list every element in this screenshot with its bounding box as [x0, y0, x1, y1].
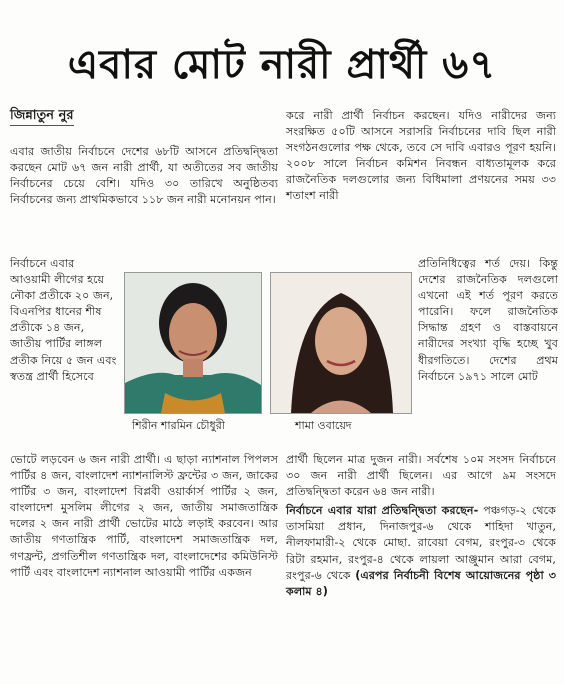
left-paragraph-2: ভোটে লড়বেন ৬ জন নারী প্রার্থী। এ ছাড়া ন্যাশনাল পিপলস পার্টির ৪ জন, বাংলাদেশ ন্যাশনালিস্ট ফ্রন্টের ৩ জন, জাকের পার্টির ৩ জন, বাংলাদেশ বিপ্লবী ওয়ার্কার্স পার্টির ২ জন, বাংলাদেশ মুসলিম লীগের ২ জন, জাতীয় সমাজতান্ত্রিক দলের ২ জন নারী প্রার্থী ভোটের মাঠে লড়াই করবেন। আর জাতীয় গণতান্ত্রিক পার্টি, বাংলাদেশ সমাজতান্ত্রিক দল, গণফ্রন্ট, প্রগতিশীল গণতান্ত্রিক দল, বাংলাদেশের কমিউনিস্ট পার্টি এবং বাংলাদেশ ন্যাশনাল আওয়ামী পার্টির একজন	[10, 453, 278, 579]
right-paragraph-1: করে নারী প্রার্থী নির্বাচন করছেন। যদিও নারীদের জন্য সংরক্ষিত ৫০টি আসনে সরাসরি নির্বাচনের দাবি ছিল নারী সংগঠনগুলোর পক্ষ থেকে, তবে সে দাবি এবারও পূরণ হয়নি। ২০০৮ সালে নির্বাচন কমিশন নিবন্ধন বাধ্যতামূলক করে রাজনৈতিক দলগুলোর জন্য বিধিমালা প্রণয়নের সময় ৩৩ শতাংশ নারী	[286, 109, 556, 203]
continuation-note: (এরপর নির্বাচনী বিশেষ আয়োজনের পৃষ্ঠা ৩ কলাম ৪)	[286, 568, 556, 598]
portrait-shirin-sharmin-chaudhury	[124, 272, 262, 414]
left-paragraph-1: এবার জাতীয় নির্বাচনে দেশের ৬৮টি আসনে প্রতিদ্বন্দ্বিতা করছেন মোট ৬৭ জন নারী প্রার্থী, যা অতীতের সব জাতীয় নির্বাচনের চেয়ে বেশি। যদিও ৩০ তারিখে অনুষ্ঠিতব্য নির্বাচনের জন্য প্রাথমিকভাবে ১১৮ জন নারী মনোনয়ন পান।	[10, 145, 278, 207]
headline: এবার মোট নারী প্রার্থী ৬৭	[67, 42, 497, 88]
right-narrow-paragraph: প্রতিনিধিত্বের শর্ত দেয়। কিন্তু দেশের রাজনৈতিক দলগুলো এখনো এই শর্ত পূরণ করতে পারেনি। ফলে রাজনৈতিক সিদ্ধান্ত গ্রহণ ও বাস্তবায়নে নারীদের সংখ্যা বৃদ্ধি হচ্ছে খুব ধীরগতিতে। দেশের প্রথম নির্বাচনে ১৯৭১ সালে মোট	[418, 257, 558, 383]
right-paragraph-3	[286, 503, 556, 600]
left-narrow-paragraph: নির্বাচনে এবার আওয়ামী লীগের হয়ে নৌকা প্রতীকে ২০ জন, বিএনপির ধানের শীষ প্রতীকে ১৪ জন, জাতীয় পার্টির লাঙ্গল প্রতীক নিয়ে ৫ জন এবং স্বতন্ত্র প্রার্থী হিসেবে	[10, 257, 117, 383]
byline: জিন্নাতুন নুর	[10, 108, 74, 126]
right-lower-column	[286, 452, 556, 603]
left-column	[10, 108, 278, 211]
caption-photo-2: শামা ওবায়েদ	[295, 419, 352, 432]
caption-photo-1: শিরীন শারমিন চৌধুরী	[132, 419, 225, 432]
candidates-list: পঞ্চগড়-২ থেকে তাসমিয়া প্রধান, দিনাজপুর-৬ থেকে শাহিদা খাতুন, নীলফামারী-২ থেকে মোছা. রাবেয়া বেগম, রংপুর-৩ থেকে রিটা রহমান, রংপুর-৪ থেকে লায়লা আঞ্জুমান আরা বেগম, রংপুর-৬ থেকে	[286, 504, 556, 582]
candidates-lead: নির্বাচনে এবার যারা প্রতিদ্বন্দ্বিতা করছেন-	[286, 504, 479, 518]
portrait-shama-obaed	[270, 272, 412, 414]
right-paragraph-2: প্রার্থী ছিলেন মাত্র দুজন নারী। সর্বশেষ ১০ম সংসদ নির্বাচনে ৩০ জন নারী প্রার্থী ছিলেন। এর আগে ৯ম সংসদে প্রতিদ্বন্দ্বিতা করেন ৬৪ জন নারী।	[286, 453, 556, 499]
